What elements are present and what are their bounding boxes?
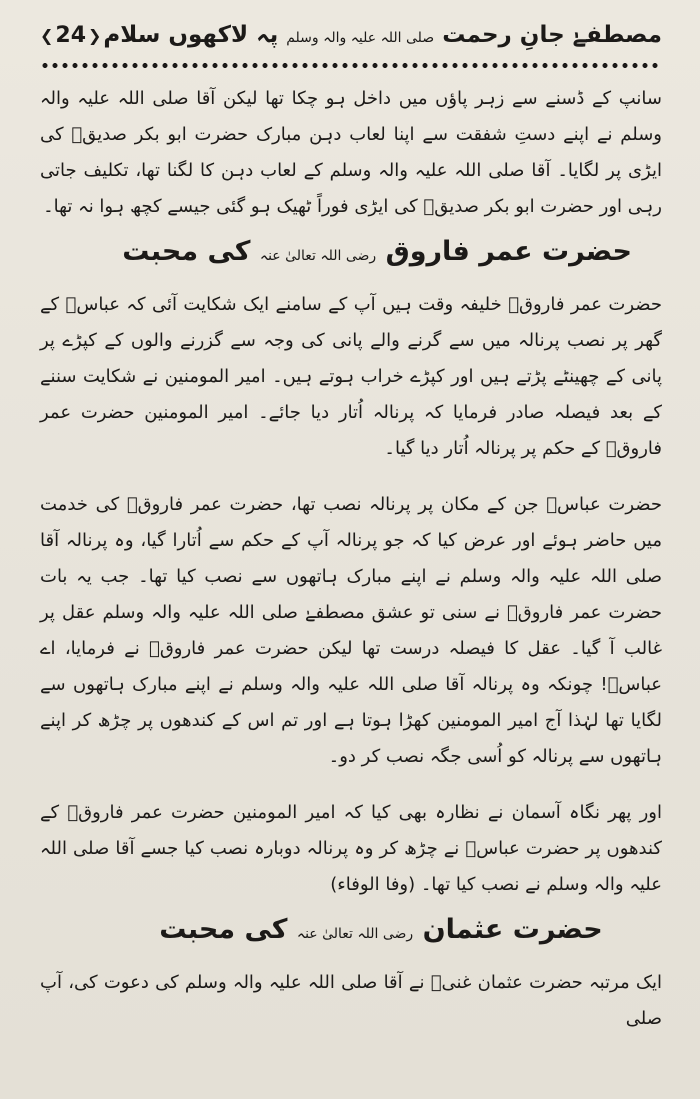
running-title: [103, 22, 662, 48]
heading-umar-honorific: رضی اللہ تعالیٰ عنہ: [259, 248, 377, 264]
heading-umar-name: حضرت عمر فاروق: [385, 236, 632, 267]
paragraph-complaint: حضرت عمر فاروقؓ خلیفہ وقت ہیں آپ کے سامنے ایک شکایت آئی کہ عباسؓ کے گھر پر نصب پرنالہ میں سے گرنے والے پانی کی وجہ سے گزرنے والوں کے کپڑے پر پانی کے چھینٹے پڑتے ہیں اور کپڑے خراب ہوتے ہیں۔ امیر المومنین نے شکایت سننے کے بعد فیصلہ صادر فرمایا کہ پرنالہ اُتار دیا جائے۔ امیر المومنین حضرت عمر فاروقؓ کے حکم پر پرنالہ اُتار دیا گیا۔: [40, 294, 662, 459]
running-title-main: مصطفےٰ جانِ رحمت: [442, 22, 662, 48]
ornament-left-icon: ❮: [40, 25, 54, 45]
page-header: [40, 8, 662, 62]
page-number: 24: [55, 22, 87, 48]
heading-usman: [100, 909, 662, 955]
paragraph-reinstall: اور پھر نگاہ آسمان نے نظارہ بھی کیا کہ امیر المومنین حضرت عمر فاروقؓ کے کندھوں پر حضرت عباسؓ نے چڑھ کر وہ پرنالہ دوبارہ نصب کیا جسے آقا صلی اللہ علیہ والہ وسلم نے نصب کیا تھا۔ (وفا الوفاء): [40, 802, 662, 895]
heading-umar-farooq: [40, 231, 632, 277]
heading-usman-honorific: رضی اللہ تعالیٰ عنہ: [296, 926, 414, 942]
page-number-box: [40, 23, 101, 48]
running-title-honorific: صلی اللہ علیہ والہ وسلم: [286, 30, 435, 46]
header-dotted-rule: [40, 62, 662, 69]
paragraph-usman-invitation: ایک مرتبہ حضرت عثمان غنیؓ نے آقا صلی اللہ علیہ والہ وسلم کی دعوت کی، آپ صلی: [40, 972, 662, 1029]
heading-usman-name: حضرت عثمان: [422, 914, 603, 945]
paragraph-snake-bite: سانپ کے ڈسنے سے زہر پاؤں میں داخل ہو چکا تھا لیکن آقا صلی اللہ علیہ والہ وسلم نے اپنے دستِ شفقت سے اپنا لعاب دہن مبارک حضرت ابو بکر صدیقؓ کی ایڑی پر لگایا۔ آقا صلی اللہ علیہ والہ وسلم کے لعاب دہن کا لگنا تھا، تکلیف جاتی رہی اور حضرت ابو بکر صدیقؓ کی ایڑی فوراً ٹھیک ہو گئی جیسے کچھ ہوا نہ تھا۔: [40, 88, 662, 217]
heading-umar-tail: کی محبت: [122, 236, 251, 267]
heading-usman-tail: کی محبت: [159, 914, 288, 945]
ornament-right-icon: ❯: [88, 25, 102, 45]
paragraph-abbas-request: حضرت عباسؓ جن کے مکان پر پرنالہ نصب تھا، حضرت عمر فاروقؓ کی خدمت میں حاضر ہوئے اور عرض کیا کہ جو پرنالہ آپ کے حکم سے اُتارا گیا، وہ پرنالہ آقا صلی اللہ علیہ والہ وسلم نے اپنے مبارک ہاتھوں سے نصب کیا تھا۔ جب یہ بات حضرت عمر فاروقؓ نے سنی تو عشق مصطفےٰ صلی اللہ علیہ والہ وسلم عقل پر غالب آ گیا۔ عقل کا فیصلہ درست تھا لیکن حضرت عمر فاروقؓ نے فرمایا، اے عباسؓ! چونکہ وہ پرنالہ آقا صلی اللہ علیہ والہ وسلم نے اپنے مبارک ہاتھوں سے لگایا تھا لہٰذا آج امیر المومنین کھڑا ہوتا ہے اور تم اس کے کندھوں پر چڑھ کر اپنے ہاتھوں سے پرنالہ کو اُسی جگہ نصب کر دو۔: [40, 494, 662, 767]
running-title-end: پہ لاکھوں سلام: [103, 22, 279, 48]
